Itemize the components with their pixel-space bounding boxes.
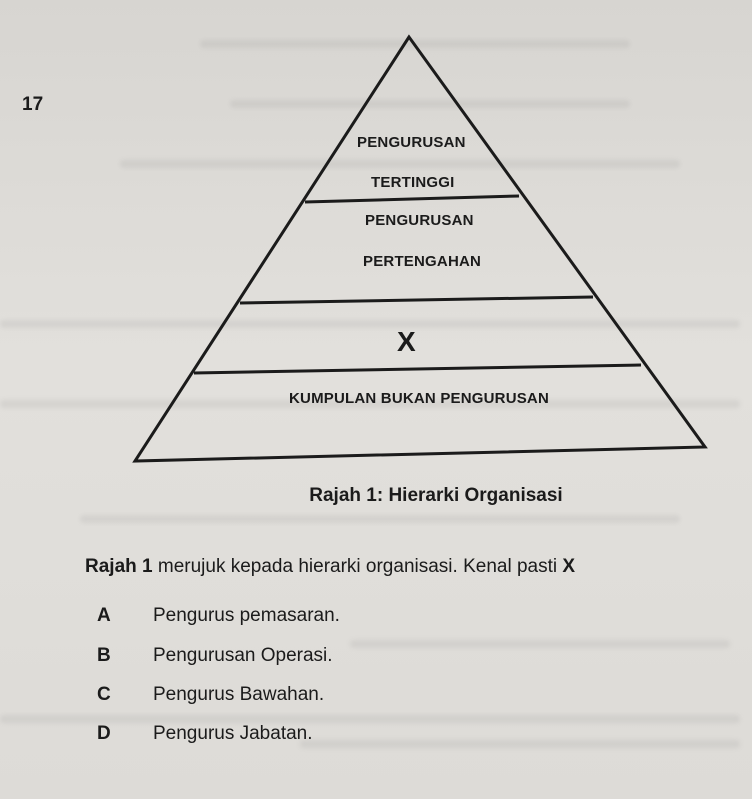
option-text: Pengurusan Operasi. [153,645,333,666]
option-text: Pengurus pemasaran. [153,605,340,626]
option-text: Pengurus Bawahan. [153,684,325,705]
question-body: merujuk kepada hierarki organisasi. Kenal pasti [152,556,563,577]
question-figure-ref: Rajah 1 [85,556,153,577]
pyramid-label-top-line1: PENGURUSAN [357,134,466,151]
pyramid-label-x: X [397,326,416,357]
figure-caption [0,485,752,507]
question-text [85,556,575,578]
pyramid-divider-middle [240,297,593,303]
pyramid-label-middle-line2: PERTENGAHAN [363,253,482,270]
option-letter: A [97,605,111,626]
pyramid-label-middle-line1: PENGURUSAN [365,212,474,229]
option-a[interactable] [97,605,340,627]
pyramid-label-top-line2: TERTINGGI [371,174,455,191]
pyramid-divider-bottom [194,365,641,373]
option-text: Pengurus Jabatan. [153,723,313,744]
question-number: 17 [22,94,44,115]
figure-caption-text: Rajah 1: Hierarki Organisasi [309,485,563,506]
pyramid-divider-top [305,196,519,202]
option-c[interactable] [97,684,324,706]
option-letter: B [97,645,111,666]
option-letter: D [97,723,111,744]
question-target: X [562,556,576,577]
option-letter: C [97,684,111,705]
pyramid-label-bottom: KUMPULAN BUKAN PENGURUSAN [289,390,549,407]
option-b[interactable] [97,645,333,667]
option-d[interactable] [97,723,313,745]
